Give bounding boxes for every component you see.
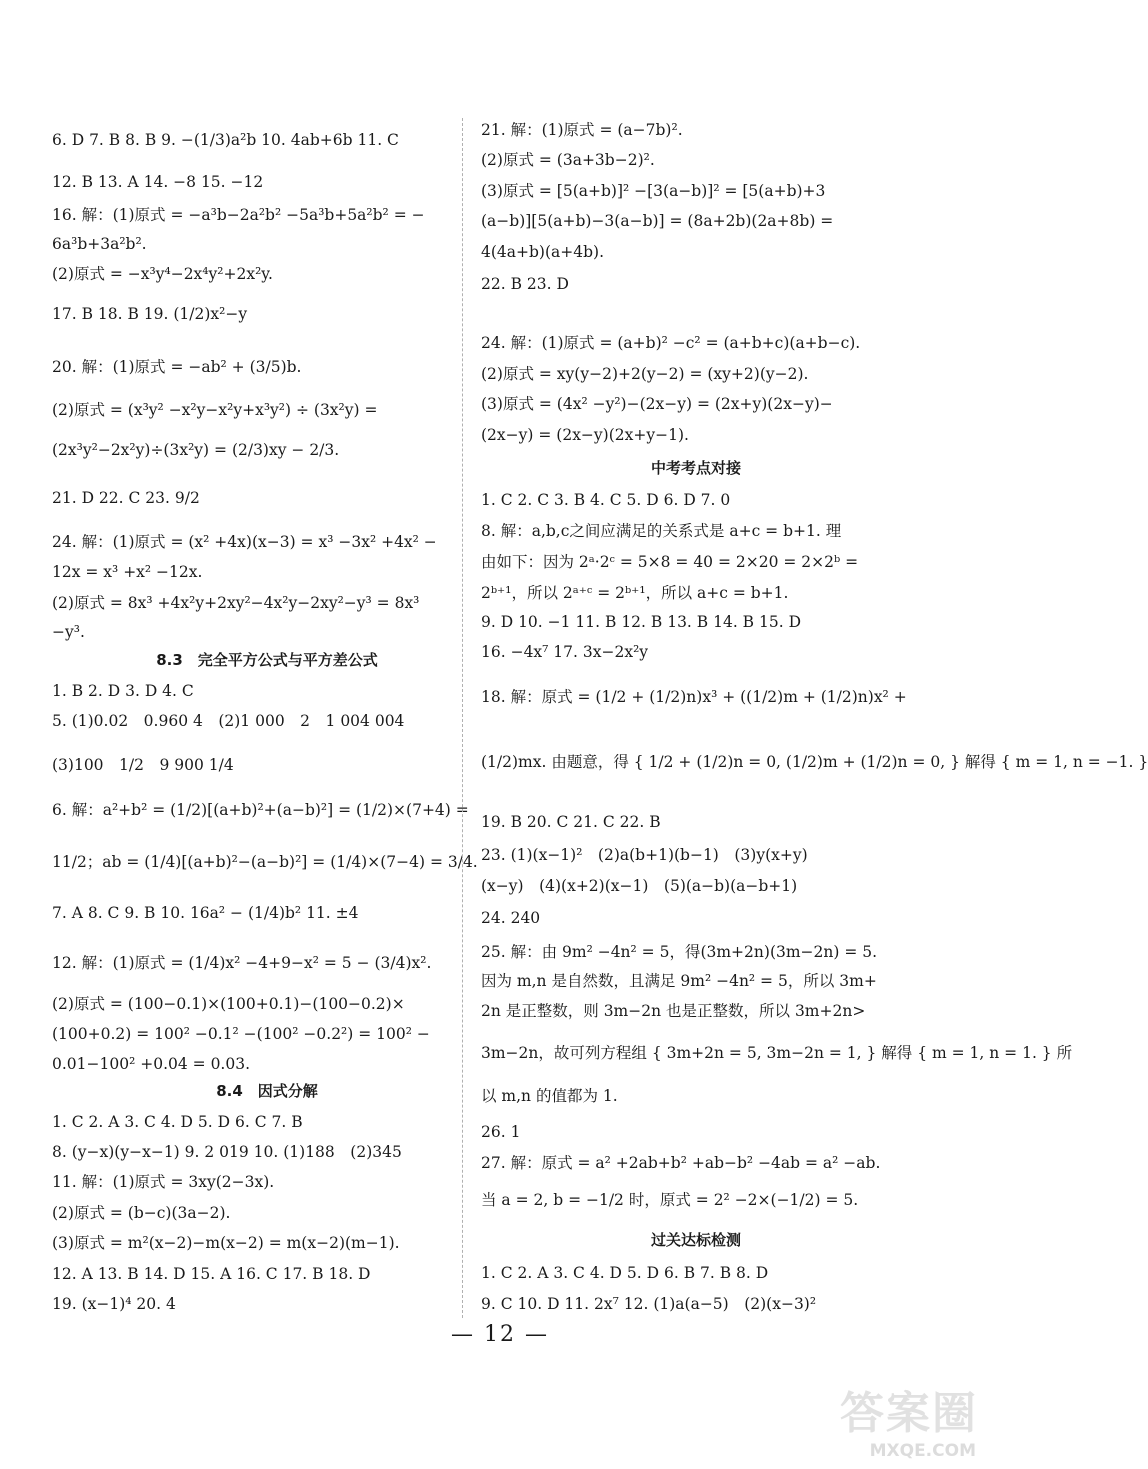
answer-line: 以 m,n 的值都为 1. (481, 1087, 618, 1105)
answer-line: 因为 m,n 是自然数，且满足 9m² −4n² = 5，所以 3m+ (481, 972, 877, 990)
answer-line: 22. B 23. D (481, 275, 569, 293)
answer-line: (2)原式 = (3a+3b−2)². (481, 151, 655, 169)
answer-line: 18. 解：原式 = (1/2 + (1/2)n)x³ + ((1/2)m + (1/2)n)x² + (481, 688, 907, 706)
answer-line: (2)原式 = xy(y−2)+2(y−2) = (xy+2)(y−2). (481, 365, 809, 383)
answer-line: 26. 1 (481, 1123, 521, 1141)
answer-line: 11. 解：(1)原式 = 3xy(2−3x). (52, 1173, 275, 1191)
column-divider (462, 118, 463, 1318)
answer-line: 7. A 8. C 9. B 10. 16a² − (1/4)b² 11. ±4 (52, 904, 359, 922)
answer-line: 12. A 13. B 14. D 15. A 16. C 17. B 18. D (52, 1265, 371, 1283)
answer-line: (2)原式 = −x³y⁴−2x⁴y²+2x²y. (52, 265, 273, 283)
answer-line: 5. (1)0.02 0.960 4 (2)1 000 2 1 004 004 (52, 712, 405, 730)
answer-line: 1. C 2. A 3. C 4. D 5. D 6. B 7. B 8. D (481, 1264, 769, 1282)
answer-line: 由如下：因为 2ᵃ·2ᶜ = 5×8 = 40 = 2×20 = 2×2ᵇ = (481, 553, 859, 571)
watermark-logo (792, 1377, 982, 1461)
answer-line: (2)原式 = 8x³ +4x²y+2xy²−4x²y−2xy²−y³ = 8x³ (52, 594, 420, 612)
answer-line: (x−y) (4)(x+2)(x−1) (5)(a−b)(a−b+1) (481, 877, 798, 895)
answer-line: 6. 解：a²+b² = (1/2)[(a+b)²+(a−b)²] = (1/2)×(7+4) = (52, 801, 469, 819)
answer-line: 19. B 20. C 21. C 22. B (481, 813, 661, 831)
section-heading: 8.4 因式分解 (216, 1082, 318, 1100)
answer-line: 12. 解：(1)原式 = (1/4)x² −4+9−x² = 5 − (3/4)x². (52, 954, 432, 972)
answer-line: −y³. (52, 623, 85, 641)
answer-line: 24. 240 (481, 909, 541, 927)
watermark-site-text: MXQE.COM (869, 1441, 976, 1461)
answer-line: 3m−2n，故可列方程组 { 3m+2n = 5, 3m−2n = 1, } 解得 { m = 1, n = 1. } 所 (481, 1044, 1073, 1062)
answer-line: (3)原式 = (4x² −y²)−(2x−y) = (2x+y)(2x−y)− (481, 395, 833, 413)
answer-line: 21. 解：(1)原式 = (a−7b)². (481, 121, 683, 139)
answer-line: 1. C 2. C 3. B 4. C 5. D 6. D 7. 0 (481, 491, 731, 509)
answer-line: 24. 解：(1)原式 = (x² +4x)(x−3) = x³ −3x² +4x² − (52, 533, 437, 551)
page-number: — 12 — (451, 1322, 549, 1347)
answer-line: 25. 解：由 9m² −4n² = 5，得(3m+2n)(3m−2n) = 5. (481, 943, 878, 961)
answer-line: 21. D 22. C 23. 9/2 (52, 489, 200, 507)
answer-line: 12x = x³ +x² −12x. (52, 563, 203, 581)
answer-line: 0.01−100² +0.04 = 0.03. (52, 1055, 251, 1073)
answer-line: (a−b)][5(a+b)−3(a−b)] = (8a+2b)(2a+8b) = (481, 212, 834, 230)
answer-line: (3)原式 = m²(x−2)−m(x−2) = m(x−2)(m−1). (52, 1234, 400, 1252)
answer-line: 2n 是正整数，则 3m−2n 也是正整数，所以 3m+2n> (481, 1002, 866, 1020)
answer-line: 1. C 2. A 3. C 4. D 5. D 6. C 7. B (52, 1113, 303, 1131)
answer-line: 9. C 10. D 11. 2x⁷ 12. (1)a(a−5) (2)(x−3)² (481, 1295, 817, 1313)
answer-line: 1. B 2. D 3. D 4. C (52, 682, 194, 700)
answer-line: 20. 解：(1)原式 = −ab² + (3/5)b. (52, 358, 302, 376)
answer-line: 16. −4x⁷ 17. 3x−2x²y (481, 643, 649, 661)
watermark-logo-text: 答案圈 (840, 1388, 978, 1439)
answer-line: 6a³b+3a²b². (52, 235, 147, 253)
answer-line: 16. 解：(1)原式 = −a³b−2a²b² −5a³b+5a²b² = − (52, 206, 425, 224)
answer-line: 2ᵇ⁺¹，所以 2ᵃ⁺ᶜ = 2ᵇ⁺¹，所以 a+c = b+1. (481, 584, 789, 602)
section-heading: 过关达标检测 (650, 1231, 741, 1249)
answer-line: (2x³y²−2x²y)÷(3x²y) = (2/3)xy − 2/3. (52, 441, 340, 459)
answer-line: 24. 解：(1)原式 = (a+b)² −c² = (a+b+c)(a+b−c). (481, 334, 861, 352)
answer-line: (1/2)mx. 由题意，得 { 1/2 + (1/2)n = 0, (1/2)m + (1/2)n = 0, } 解得 { m = 1, n = −1. } (481, 753, 1148, 771)
answer-line: 11/2；ab = (1/4)[(a+b)²−(a−b)²] = (1/4)×(7−4) = 3/4. (52, 853, 478, 871)
answer-line: 4(4a+b)(a+4b). (481, 243, 605, 261)
answer-line: 23. (1)(x−1)² (2)a(b+1)(b−1) (3)y(x+y) (481, 846, 808, 864)
answer-line: 19. (x−1)⁴ 20. 4 (52, 1295, 176, 1313)
answer-line: (2)原式 = (b−c)(3a−2). (52, 1204, 231, 1222)
answer-line: (3)原式 = [5(a+b)]² −[3(a−b)]² = [5(a+b)+3 (481, 182, 826, 200)
answer-line: 9. D 10. −1 11. B 12. B 13. B 14. B 15. D (481, 613, 802, 631)
answer-line: 8. (y−x)(y−x−1) 9. 2 019 10. (1)188 (2)345 (52, 1143, 402, 1161)
answer-line: (2)原式 = (x³y² −x²y−x²y+x³y²) ÷ (3x²y) = (52, 401, 378, 419)
answer-line: (3)100 1/2 9 900 1/4 (52, 756, 234, 774)
answer-line: 8. 解：a,b,c之间应满足的关系式是 a+c = b+1. 理 (481, 522, 842, 540)
answer-line: 17. B 18. B 19. (1/2)x²−y (52, 305, 248, 323)
answer-line: (2)原式 = (100−0.1)×(100+0.1)−(100−0.2)× (52, 995, 405, 1013)
answer-line: 当 a = 2, b = −1/2 时，原式 = 2² −2×(−1/2) = 5. (481, 1191, 859, 1209)
answer-line: 27. 解：原式 = a² +2ab+b² +ab−b² −4ab = a² −ab. (481, 1154, 881, 1172)
section-heading: 8.3 完全平方公式与平方差公式 (156, 651, 378, 669)
answer-line: 12. B 13. A 14. −8 15. −12 (52, 173, 264, 191)
section-heading: 中考考点对接 (650, 459, 741, 477)
answer-line: (2x−y) = (2x−y)(2x+y−1). (481, 426, 689, 444)
answer-line: (100+0.2) = 100² −0.1² −(100² −0.2²) = 100² − (52, 1025, 430, 1043)
answer-line: 6. D 7. B 8. B 9. −(1/3)a²b 10. 4ab+6b 11. C (52, 131, 399, 149)
